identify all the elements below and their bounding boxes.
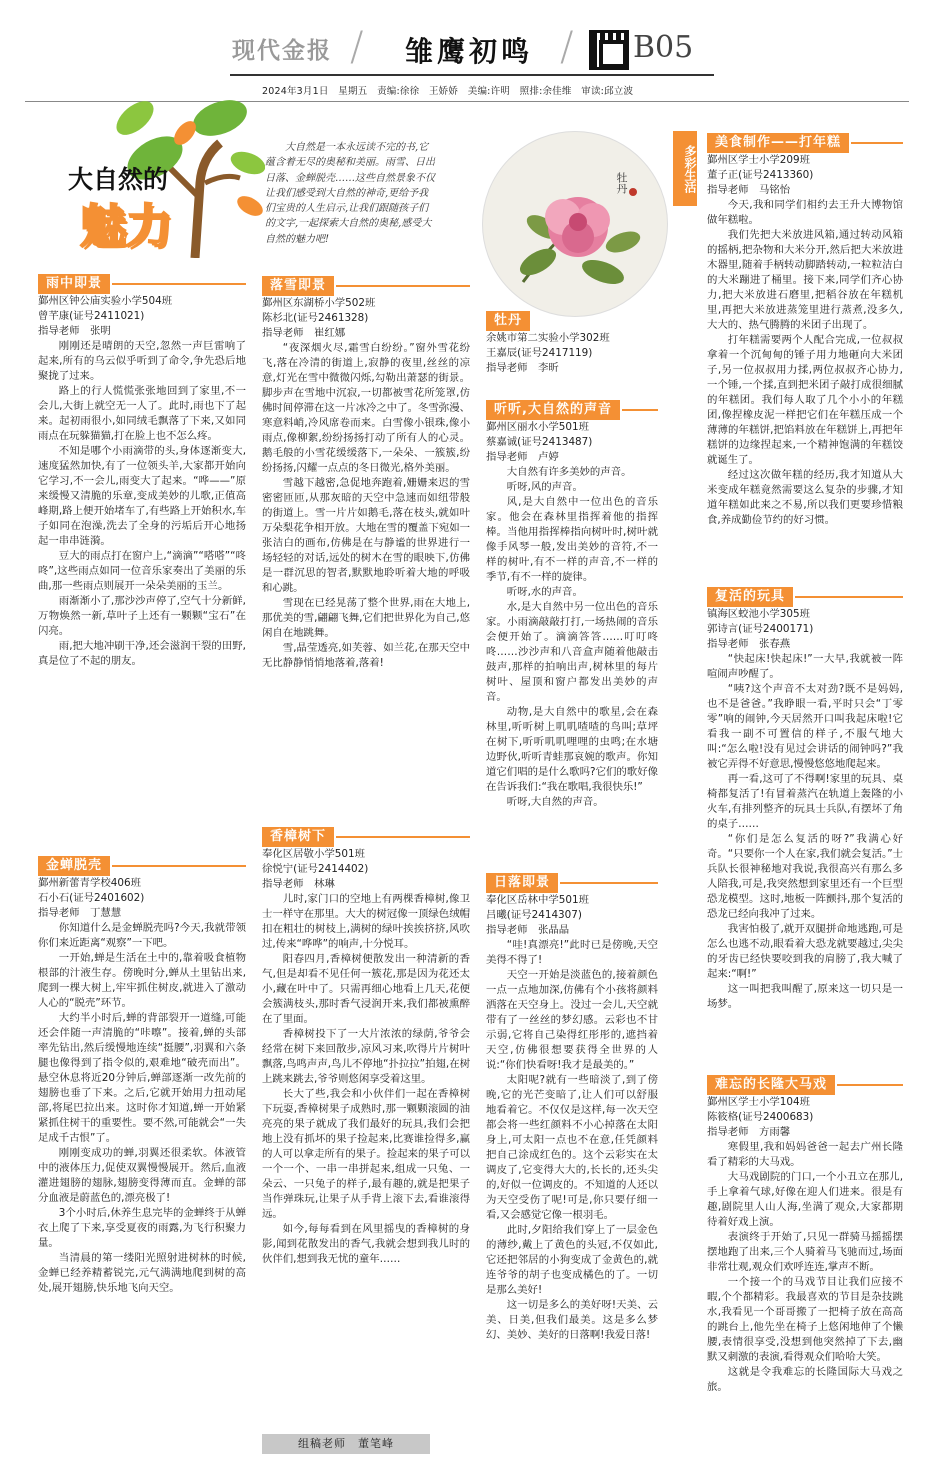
article-title: 金蝉脱壳 — [38, 856, 110, 876]
paragraph: 雪,晶莹透亮,如芙蓉、如兰花,在那天空中无比静静悄悄地落着,落着! — [262, 642, 470, 669]
teacher: 指导老师 张春燕 — [707, 638, 791, 650]
author: 陈筱格(证号2400683) — [707, 1111, 814, 1123]
paragraph: 风,是大自然中一位出色的音乐家。他会在森林里指挥着他的指挥棒。当他用指挥棒指向树叶时,树叶就像手风琴一般,发出美妙的音符,不一样的树叶,有不一样的声音,不一样的季节,有不一样的旋律。 — [486, 496, 658, 583]
article-title: 雨中即景 — [38, 274, 110, 294]
school: 奉化区居敬小学501班 — [262, 848, 365, 860]
school: 鄞州区学士小学104班 — [707, 1096, 810, 1108]
paragraph: 一开始,蝉是生活在土中的,靠着吸食植物根部的汁液生存。傍晚时分,蝉从土里钻出来,爬到一棵大树上,牢牢抓住树皮,就进入了激动人心的“脱壳”环节。 — [38, 952, 246, 1009]
author: 蔡嘉诚(证号2413487) — [486, 436, 593, 448]
newspaper-name: 现代金报 — [232, 37, 332, 64]
peony-painting — [482, 131, 668, 317]
article-title: 落雪即景 — [262, 276, 334, 296]
teacher: 指导老师 李昕 — [486, 362, 559, 374]
article-title: 复活的玩具 — [707, 587, 793, 607]
paragraph: 经过这次做年糕的经历,我才知道从大米变成年糕竟然需要这么复杂的步骤,才知道年糕如此来之不易,所以我们更要珍惜粮食,养成勤俭节约的好习惯。 — [707, 469, 903, 526]
header-divider: / — [350, 24, 364, 70]
school: 鄞州区丽水小学501班 — [486, 421, 589, 433]
author: 王嘉辰(证号2417119) — [486, 347, 593, 359]
teacher: 指导老师 张明 — [38, 325, 111, 337]
paragraph: 路上的行人慌慌张张地回到了家里,不一会儿,大街上就空无一人了。此时,雨也下了起来。起初雨很小,如同绒毛飘落了下来,又如同雨点在玩躲猫猫,打在脸上也不怎么疼。 — [38, 385, 246, 442]
school: 镇海区蛟池小学305班 — [707, 608, 810, 620]
paragraph: 大马戏剧院的门口,一个小丑立在那儿,手上拿着气球,好像在迎人们进来。很是有趣,剧院里人山人海,坐满了观众,大家都期待着好戏上演。 — [707, 1171, 903, 1228]
column-4 — [707, 133, 903, 528]
paragraph: “咦?这个声音不太对劲?既不是妈妈,也不是爸爸。”我睁眼一看,平时只会“丁零零”响的闹钟,今天居然开口叫我起床啦!它看我一副不可置信的样子,不服气地大叫:“怎么啦!没有见过会讲话的闹钟吗?”我被它弄得不好意思,慢慢悠悠地爬起来。 — [707, 683, 903, 770]
teacher: 指导老师 马铭怡 — [707, 184, 791, 196]
column-3 — [486, 311, 658, 376]
paragraph: 动物,是大自然中的歌星,会在森林里,听听树上叽叽喳喳的鸟叫;草坪在树下,听听叽叽哩哩的虫鸣;在水塘边野伙,听听青蛙那哀婉的歌声。你知道它们唱的是什么歌吗?它们的歌好像在告诉我们:“我在歌唱,我很快乐!” — [486, 706, 658, 793]
author: 曾芊康(证号2411021) — [38, 310, 145, 322]
paragraph: 不知是哪个小雨滴带的头,身体逐渐变大,速度猛然加快,有了一位领头羊,大家都开始向它学习,不一会儿,雨变大了起来。“哗——”原来缓慢又清脆的乐章,变成美妙的儿歌,正值高峰期,路上便开始堵车了,有些路上开始积水,车子如同在泡澡,洗去了全身的污垢后开心地扬起一串串涟漪。 — [38, 445, 246, 547]
article-header — [486, 311, 658, 331]
side-tab: 多彩生活 — [673, 131, 697, 206]
header-rule — [230, 74, 714, 76]
theme-title-line2: 魅力 — [80, 199, 172, 253]
author: 吕曦(证号2414307) — [486, 909, 582, 921]
paragraph: 寒假里,我和妈妈爸爸一起去广州长隆看了精彩的大马戏。 — [707, 1141, 903, 1168]
paragraph: 今天,我和同学们相约去王升大博物馆做年糕啦。 — [707, 199, 903, 226]
paragraph: 香樟树投下了一大片浓浓的绿荫,爷爷会经常在树下来回散步,凉风习来,吹得片片树叶飘落,鸟鸣声声,鸟儿不停地“扑拉拉”拍翅,在树上跳来跳去,爷爷则悠闲享受着这里。 — [262, 1028, 470, 1085]
article-title: 日落即景 — [486, 873, 558, 893]
article-title: 美食制作——打年糕 — [707, 133, 849, 153]
paragraph: 此时,夕阳给我们穿上了一层金色的薄纱,戴上了黄色的头冠,不仅如此,它还把邻居的小狗变成了金黄色的,就连爷爷的胡子也变成橘色的了。一切是那么美好! — [486, 1224, 658, 1296]
issue-meta: 2024年3月1日 星期五 责编:徐徐 王娇娇 美编:许明 照排:余佳维 审读:邱立波 — [262, 86, 634, 97]
school: 鄞州区东湖桥小学502班 — [262, 297, 376, 309]
paragraph: 长大了些,我会和小伙伴们一起在香樟树下玩耍,香樟树果子成熟时,那一颗颗滚圆的油亮亮的果子就成了我们最好的玩具,我们会把地上没有抓坏的果子捡起来,比赛谁捡得多,赢的人可以拿走所有的果子。捡起来的果子可以一个一个、一串一串拼起来,组成一只兔、一朵云、一只兔子的样子,最有趣的,就是把果子当作弹珠玩,让果子从手背上滚下去,看谁滚得远。 — [262, 1088, 470, 1220]
teacher: 指导老师 方雨馨 — [707, 1126, 791, 1138]
school: 余姚市第二实验小学302班 — [486, 332, 610, 344]
paragraph: 打年糕需要两个人配合完成,一位叔叔拿着一个沉甸甸的锤子用力地砸向大米团子,另一位叔叔用力揉,两位叔叔齐心协力,一个锤,一个揉,直到把米团子敲打成很细腻的年糕团。我们每人取了几个小小的年糕团,像捏橡皮泥一样把它们在年糕压成一个薄薄的年糕饼,把馅料放在年糕饼上,再把年糕饼的边缘捏起来,一个精神饱满的年糕饺就诞生了。 — [707, 334, 903, 466]
column-4b — [707, 587, 903, 1012]
editor-credit: 组稿老师 董笔峰 — [262, 1434, 430, 1454]
paragraph: 太阳呢?就有一些暗淡了,到了傍晚,它的光芒变暗了,让人们可以舒服地看着它。不仅仅是这样,每一次天空都会将一些红颜料不小心掉落在太阳身上,可太阳一点也不在意,任凭颜料把自己涂成红色的。这个云彩实在太调皮了,它变得大大的,长长的,还头尖的,好似一位调皮的。不知道的人还以为天空受伤了呢!可是,你只要仔细一看,又会感觉它像一根羽毛。 — [486, 1074, 658, 1221]
paragraph: 如今,每每看到在风里摇曳的香樟树的身影,闻到花散发出的香气,我就会想到我儿时的伙伴们,想到我无忧的童年…… — [262, 1223, 470, 1265]
author: 陈杉北(证号2461328) — [262, 312, 369, 324]
teacher: 指导老师 丁慧慧 — [38, 907, 122, 919]
paragraph: “夜深烟火尽,霜雪白纷纷。”窗外雪花纷飞,落在冷清的街道上,寂静的夜里,丝丝的凉意,灯光在雪中微微闪烁,勾勒出萧瑟的街景。脚步声在雪地中沉寂,一切都被雪花所笼罩,仿佛时间停滞在这一片冰冷之中了。冬雪弥漫、寒意料峭,冷风席卷而来。白雪像小银珠,像小雨点,像柳絮,纷纷扬扬打动了所有人的心灵。鹅毛般的小雪花缓缓落下,一朵朵、一簇簇,纷纷扬扬,闪耀一点点的冬日微光,格外美丽。 — [262, 342, 470, 474]
paragraph: 雪越下越密,急促地奔跑着,姗姗来迟的雪密密匝匝,从那灰暗的天空中急速而如纽带般的街道上。雪一片片如鹅毛,落在枝头,就如叶万朵梨花争相开放。大地在雪的覆盖下宛如一张洁白的画布,仿佛是在与静谧的世界进行一场轻轻的对话,远处的树木在雪的眼映下,仿佛是一群沉思的智者,默默地聆听着大地的呼吸和心跳。 — [262, 477, 470, 594]
article-title: 香樟树下 — [262, 827, 334, 847]
paragraph: 3个小时后,休养生息完毕的金蝉终于从蝉衣上爬了下来,享受夏夜的雨露,为飞行积聚力量。 — [38, 1207, 246, 1249]
paragraph: “哇!真漂亮!”此时已是傍晚,天空美得不得了! — [486, 939, 658, 966]
article-header — [486, 873, 658, 893]
header-divider: / — [560, 24, 574, 70]
peony-icon — [483, 132, 669, 318]
paragraph: 豆大的雨点打在窗户上,“滴滴”“嗒嗒”“咚咚”,这些雨点如同一位音乐家奏出了美丽的乐曲,那一些雨点则展开一朵朵美丽的玉兰。 — [38, 550, 246, 592]
article-header — [38, 856, 246, 876]
column-4c — [707, 1075, 903, 1395]
column-2b — [262, 827, 470, 1267]
paragraph: 雪现在已经晃荡了整个世界,雨在大地上,那优美的雪,翩翩飞舞,它们把世界化为自己,悠闲自在地跳舞。 — [262, 597, 470, 639]
paragraph: 听呀,大自然的声音。 — [506, 796, 604, 808]
paragraph: 我们先把大米放进风箱,通过转动风箱的摇柄,把杂物和大米分开,然后把大米放进木器里,随着手柄转动脚踏转动,一粒粒洁白的大米蹦进了桶里。接下来,同学们齐心协力,把大米放进石磨里,把稻谷放在年糕机里,再把大米放进蒸笼里进行蒸煮,没多久,大大的、热气腾腾的米团子出现了。 — [707, 229, 903, 331]
teacher: 指导老师 张晶晶 — [486, 924, 570, 936]
paragraph: 这一叫把我叫醒了,原来这一切只是一场梦。 — [707, 983, 903, 1010]
article-header — [707, 133, 903, 153]
paragraph: “快起床!快起床!”一大早,我就被一阵喧闹声吵醒了。 — [707, 653, 903, 680]
column-2 — [262, 276, 470, 671]
paragraph: 你知道什么是金蝉脱壳吗?今天,我就带领你们来近距离“观察”一下吧。 — [38, 922, 246, 949]
paragraph: “你们是怎么复活的呀?”我满心好奇。“只要你一个人在家,我们就会复活。”士兵队长很神秘地对我说,我很高兴有那么多人陪我,可是,我突然想到家里还有一个巨型恐龙模型。这时,地板一阵颤抖,那个复活的恐龙已经向我冲了过来。 — [707, 833, 903, 920]
author: 石小石(证号2401602) — [38, 892, 145, 904]
paragraph: 一个接一个的马戏节目让我们应接不暇,个个都精彩。我最喜欢的节目是杂技跳水,我看见一个哥哥搬了一把椅子放在高高的跳台上,他先坐在椅子上悠闲地伸了个懒腰,表情很享受,没想到他突然掉了下去,幽默又刺激的表演,看得观众们哈哈大笑。 — [707, 1276, 903, 1363]
column-1 — [38, 274, 246, 669]
paragraph: 这一切是多么的美好呀!天美、云美、日美,但我们最美。这是多么梦幻、美妙、美好的日落啊!我爱日落! — [486, 1299, 658, 1341]
school: 鄞州区学士小学209班 — [707, 154, 810, 166]
theme-title-line1: 大自然的 — [68, 165, 169, 194]
intro-text: 大自然是一本永远读不完的书,它蕴含着无尽的奥秘和美丽。雨雪、日出日落、金蝉脱壳……这些自然景象不仅让我们感受到大自然的神奇,更给予我们宝贵的人生启示,让我们跟随孩子们的文字,一起探索大自然的奥秘,感受大自然的魅力吧! — [265, 142, 435, 245]
article-header — [707, 587, 903, 607]
painting-signature: 牡丹 — [615, 172, 628, 194]
paragraph: 当清晨的第一缕阳光照射进树林的时候,金蝉已经养精蓄锐完,元气满满地爬到树的高处,展开翅膀,快乐地飞向天空。 — [38, 1252, 246, 1294]
paragraph: 表演终于开始了,只见一群骑马摇摇摆摆地跑了出来,三个人骑着马飞驰而过,场面非常壮观,观众们欢呼连连,掌声不断。 — [707, 1231, 903, 1273]
teacher: 指导老师 林琳 — [262, 878, 335, 890]
paragraph: 儿时,家门口的空地上有两棵香樟树,像卫士一样守在那里。大大的树冠像一顶绿色绒帽扣在粗壮的树枝上,满树的绿叶挨挨挤挤,风吹过,传来“哗哗”的响声,十分悦耳。 — [262, 893, 470, 950]
school: 奉化区岳林中学501班 — [486, 894, 589, 906]
paragraph: 听呀,水的声音。 — [506, 586, 583, 598]
article-header — [262, 827, 470, 847]
paragraph: 这就是令我难忘的长隆国际大马戏之旅。 — [707, 1366, 903, 1393]
article-header — [486, 400, 658, 420]
column-1b — [38, 856, 246, 1296]
article-title: 难忘的长隆大马戏 — [707, 1075, 835, 1095]
paragraph: 刚刚还是晴朗的天空,忽然一声巨雷响了起来,所有的乌云似乎听到了命令,争先恐后地聚拢了过来。 — [38, 340, 246, 382]
paragraph: 阳春四月,香樟树便散发出一种清新的香气,但是却看不见任何一簇花,那是因为花还太小,藏在叶中了。只需再细心地看上几天,花便会簇满枝头,那时香气浸润开来,我们都被熏醉在了里面。 — [262, 953, 470, 1025]
paragraph: 我害怕极了,就开双腿拼命地逃跑,可是怎么也逃不动,眼看着大恐龙就要越过,尖尖的牙齿已经快要咬到我的肩膀了,我大喊了起来:“啊!” — [707, 923, 903, 980]
school: 鄞州区钟公庙实验小学504班 — [38, 295, 173, 307]
teacher: 指导老师 崔红娜 — [262, 327, 346, 339]
paragraph: 大约半小时后,蝉的背部裂开一道缝,可能还会伴随一声清脆的“咔嚓”。接着,蝉的头部率先钻出,然后缓慢地连续“挺腰”,羽翼和六条腿也像得到了指令似的,艰难地“破壳而出”。悬空休息将近20分钟后,蝉部逐渐一改先前的翅膀也垂了下来。之后,它就开始用力扭动尾部,将尾巴拉出来。这时你才知道,蝉一开始紧紧抓住树干的重要性。要不然,可能就会“一失足成千古恨”了。 — [38, 1012, 246, 1144]
column-3c — [486, 873, 658, 1343]
paragraph: 雨渐渐小了,那沙沙声停了,空气十分新鲜,万物焕然一新,草叶子上还有一颗颗“宝石”在闪亮。 — [38, 595, 246, 637]
paragraph: 大自然有许多美妙的声音。 — [506, 466, 632, 478]
paragraph: 刚刚变成功的蝉,羽翼还很柔软。体液管中的液体压力,促使双翼慢慢展开。然后,血液灌进翅膀的翅脉,翅膀变得薄而直。金蝉的部分血液是蔚蓝色的,漂亮极了! — [38, 1147, 246, 1204]
qr-code-icon[interactable] — [589, 30, 629, 70]
article-header — [707, 1075, 903, 1095]
school: 鄞州新蕾青学校406班 — [38, 877, 141, 889]
paragraph: 听呀,风的声音。 — [506, 481, 583, 493]
teacher: 指导老师 卢婷 — [486, 451, 559, 463]
article-title: 牡丹 — [486, 311, 530, 331]
section-title: 雏鹰初鸣 — [405, 35, 534, 68]
paragraph: 天空一开始是淡蓝色的,接着颜色一点一点地加深,仿佛有个小孩将颜料洒落在天空身上。没过一会儿,天空就带有了一丝丝的梦幻感。云彩也不甘示弱,它将自己染得红彤彤的,遮挡着天空,仿佛很想要获得全世界的人说:“你们快看呀!我才是最美的。” — [486, 969, 658, 1071]
author: 郭诗言(证号2400171) — [707, 623, 814, 635]
article-header — [262, 276, 470, 296]
paragraph: 水,是大自然中另一位出色的音乐家。小雨滴敲敲打打,一场热闹的音乐会便开始了。滴滴答答……叮叮咚咚……沙沙声和八音盒声随着他敲击鼓声,那样的拍响出声,树林里的每片树叶、屋顶和窗户都发出美妙的声音。 — [486, 601, 658, 703]
article-title: 听听,大自然的声音 — [486, 400, 620, 420]
author: 徐悦宁(证号2414402) — [262, 863, 369, 875]
paragraph: 再一看,这可了不得啊!家里的玩具、桌椅都复活了!有冒着蒸汽在轨道上轰隆的小火车,有排列整齐的玩具士兵队,有摆坏了角的桌子…… — [707, 773, 903, 830]
article-header — [38, 274, 246, 294]
author: 董子正(证号2413360) — [707, 169, 814, 181]
column-3b — [486, 400, 658, 810]
paragraph: 雨,把大地冲刷干净,还会滋润干裂的田野,真是位了不起的朋友。 — [38, 640, 246, 667]
page-number: B05 — [633, 30, 694, 65]
